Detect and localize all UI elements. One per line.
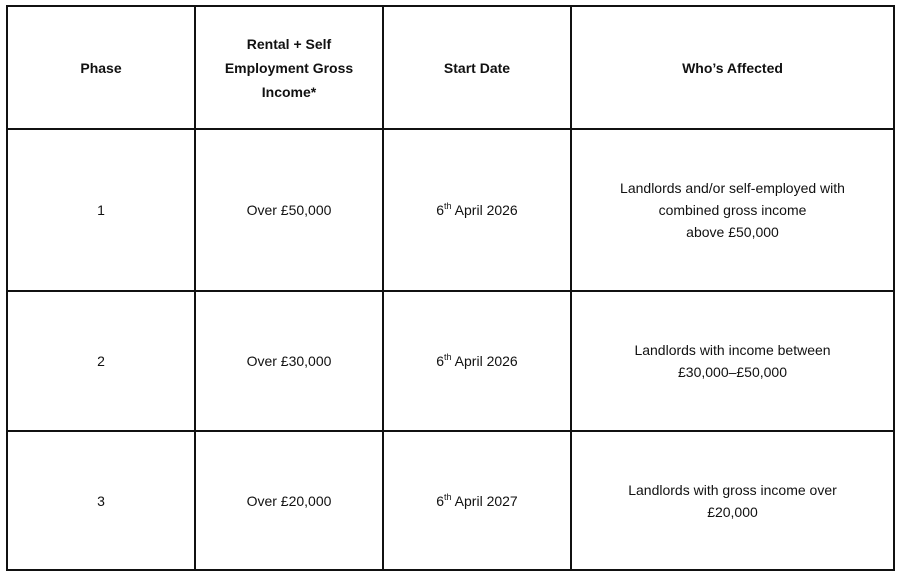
table-row xyxy=(7,129,894,291)
cell-phase: 3 xyxy=(7,431,195,570)
table-row xyxy=(7,291,894,431)
start-month-year: April 2026 xyxy=(451,202,518,218)
start-day: 6 xyxy=(436,353,445,369)
header-income-line: Rental + Self xyxy=(246,35,332,52)
start-month-year: April 2027 xyxy=(451,492,518,509)
start-ordinal: th xyxy=(444,352,452,362)
start-ordinal: th xyxy=(444,201,452,211)
header-income-line: Income* xyxy=(261,83,317,100)
who-line: £30,000–£50,000 xyxy=(678,364,787,380)
cell-income: Over £50,000 xyxy=(195,129,383,291)
cell-phase: 2 xyxy=(7,291,195,431)
cell-start-date xyxy=(383,431,571,570)
header-start-date: Start Date xyxy=(383,6,571,129)
who-line: Landlords with gross income over xyxy=(628,481,837,498)
phase-table xyxy=(6,5,895,571)
table-header-row xyxy=(7,6,894,129)
who-line: £20,000 xyxy=(707,503,758,520)
header-whos-affected: Who’s Affected xyxy=(571,6,894,129)
who-line: Landlords and/or self-employed with xyxy=(620,180,845,196)
table-row xyxy=(7,431,894,570)
who-line: Landlords with income between xyxy=(634,342,831,358)
cell-start-date xyxy=(383,291,571,431)
cell-whos-affected xyxy=(571,291,894,431)
header-phase: Phase xyxy=(7,6,195,129)
cell-whos-affected xyxy=(571,431,894,570)
start-month-year: April 2026 xyxy=(451,353,518,369)
start-ordinal: th xyxy=(444,491,452,502)
cell-phase: 1 xyxy=(7,129,195,291)
header-income xyxy=(195,6,383,129)
who-line: combined gross income xyxy=(658,202,807,218)
cell-start-date xyxy=(383,129,571,291)
header-income-line: Employment Gross xyxy=(224,59,354,76)
cell-income: Over £20,000 xyxy=(195,431,383,570)
start-day: 6 xyxy=(436,492,445,509)
cell-income: Over £30,000 xyxy=(195,291,383,431)
cell-whos-affected xyxy=(571,129,894,291)
who-line: above £50,000 xyxy=(686,224,779,240)
start-day: 6 xyxy=(436,202,445,218)
